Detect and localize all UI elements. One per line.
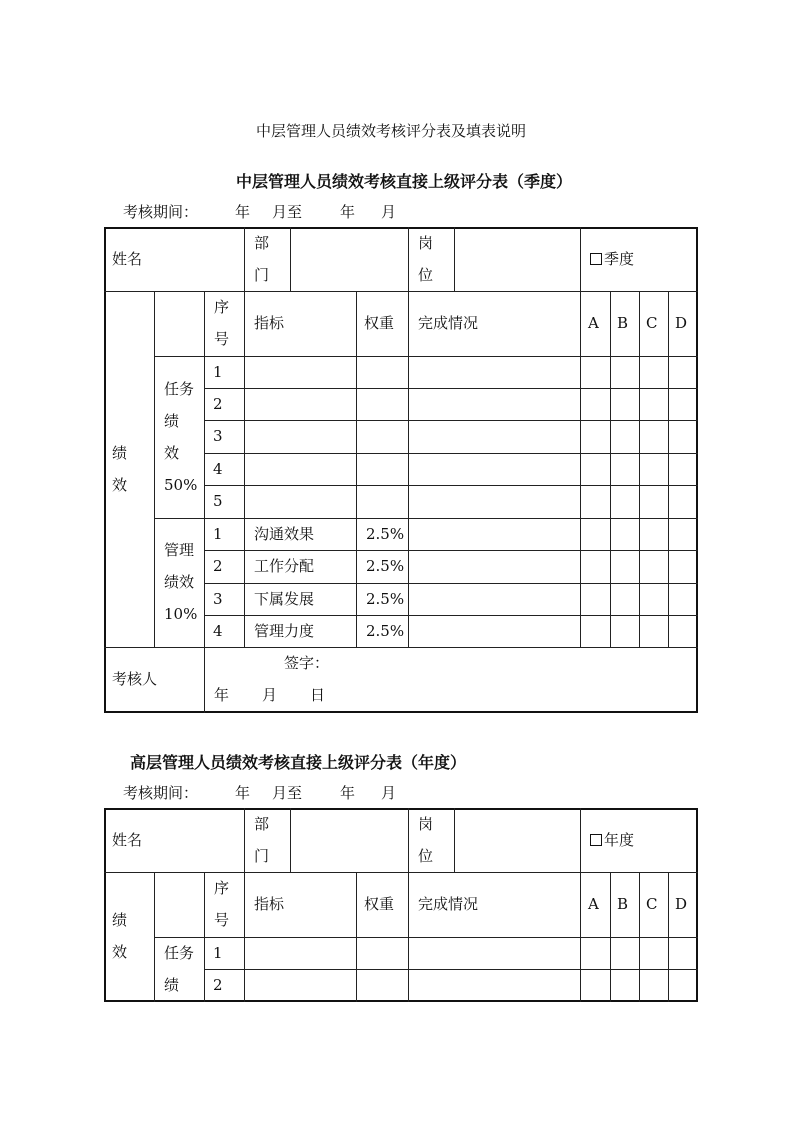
mgmt-row-indicator: 沟通效果 — [254, 525, 315, 543]
weight-header: 权重 — [364, 314, 395, 332]
task-row-no: 4 — [213, 460, 223, 478]
quarterly-evaluation-table — [104, 227, 698, 713]
mgmt-row-no: 3 — [213, 590, 223, 608]
document-title: 中层管理人员绩效考核评分表及填表说明 — [256, 122, 527, 140]
period-month-to: 月至 — [272, 203, 303, 221]
mgmt-row-indicator: 下属发展 — [254, 590, 315, 608]
weight-header: 权重 — [364, 895, 395, 913]
mgmt-row-weight: 2.5% — [366, 590, 405, 608]
period-year-end: 年 — [340, 784, 356, 802]
mgmt-row-indicator: 管理力度 — [254, 622, 315, 640]
name-label: 姓名 — [112, 250, 143, 268]
seq-label: 序 号 — [214, 879, 230, 929]
quarter-checkbox[interactable]: 季度 — [590, 243, 634, 275]
task-row-no: 2 — [213, 395, 223, 413]
task-row-no: 3 — [213, 427, 223, 445]
grade-d-header: D — [675, 895, 688, 913]
performance-label: 绩 效 — [112, 911, 128, 961]
mgmt-row-no: 4 — [213, 622, 223, 640]
annual-evaluation-table — [104, 808, 698, 1002]
position-label: 岗 位 — [418, 815, 434, 865]
grade-b-header: B — [617, 895, 629, 913]
position-label: 岗 位 — [418, 234, 434, 284]
checkbox-icon — [590, 834, 602, 846]
task-row-no: 5 — [213, 492, 223, 510]
period-year-start: 年 — [235, 784, 251, 802]
indicator-header: 指标 — [254, 314, 285, 332]
department-label: 部 门 — [254, 234, 270, 284]
task-row-no: 1 — [213, 944, 223, 962]
department-label: 部 门 — [254, 815, 270, 865]
department-field[interactable] — [294, 235, 404, 283]
task-row-no: 2 — [213, 976, 223, 994]
completion-header: 完成情况 — [418, 314, 479, 332]
period-month-end: 月 — [381, 784, 397, 802]
mgmt-row-weight: 2.5% — [366, 622, 405, 640]
task-row-no: 1 — [213, 363, 223, 381]
grade-a-header: A — [588, 895, 599, 913]
mgmt-row-weight: 2.5% — [366, 557, 405, 575]
indicator-header: 指标 — [254, 895, 285, 913]
name-field[interactable] — [208, 243, 244, 275]
checkbox-icon — [590, 253, 602, 265]
task-performance-group: 任务 绩 — [164, 944, 195, 994]
period-label: 考核期间： — [123, 203, 199, 221]
name-label: 姓名 — [112, 831, 143, 849]
name-field[interactable] — [208, 824, 244, 856]
seq-label: 序 号 — [214, 298, 230, 348]
department-field[interactable] — [294, 816, 404, 864]
mgmt-row-no: 1 — [213, 525, 223, 543]
period-month-to: 月至 — [272, 784, 303, 802]
annual-checkbox[interactable]: 年度 — [590, 824, 634, 856]
task-performance-group: 任务 绩 效 50% — [164, 380, 198, 494]
sign-month: 月 — [262, 686, 278, 704]
grade-c-header: C — [646, 895, 658, 913]
mgmt-row-indicator: 工作分配 — [254, 557, 315, 575]
table1-title: 中层管理人员绩效考核直接上级评分表（季度） — [236, 172, 573, 191]
grade-a-header: A — [588, 314, 599, 332]
sign-day: 日 — [310, 686, 326, 704]
period-year-start: 年 — [235, 203, 251, 221]
grade-c-header: C — [646, 314, 658, 332]
grade-b-header: B — [617, 314, 629, 332]
position-field[interactable] — [458, 816, 576, 864]
sign-year: 年 — [214, 686, 230, 704]
reviewer-label: 考核人 — [112, 670, 158, 688]
signature-label: 签字： — [284, 654, 330, 672]
period-label: 考核期间： — [123, 784, 199, 802]
grade-d-header: D — [675, 314, 688, 332]
position-field[interactable] — [458, 235, 576, 283]
period-year-end: 年 — [340, 203, 356, 221]
management-performance-group: 管理 绩效 10% — [164, 541, 198, 623]
performance-label: 绩 效 — [112, 444, 128, 494]
table2-title: 高层管理人员绩效考核直接上级评分表（年度） — [130, 753, 467, 772]
completion-header: 完成情况 — [418, 895, 479, 913]
mgmt-row-no: 2 — [213, 557, 223, 575]
period-month-end: 月 — [381, 203, 397, 221]
mgmt-row-weight: 2.5% — [366, 525, 405, 543]
